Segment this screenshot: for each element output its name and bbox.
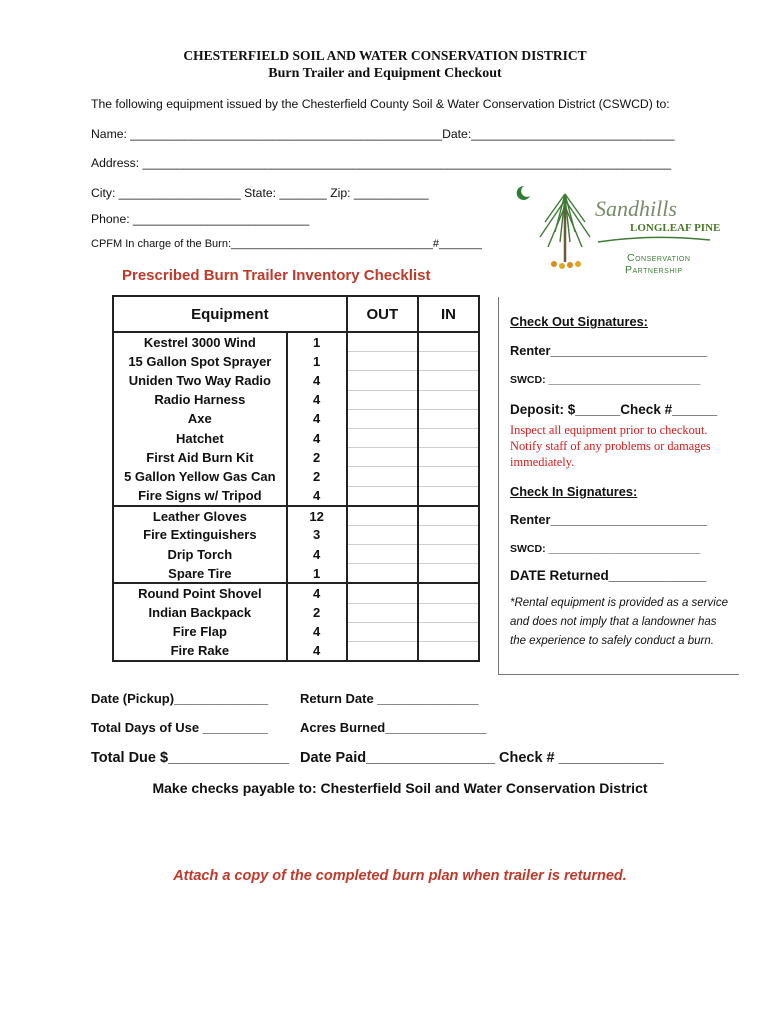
rental-disclaimer: *Rental equipment is provided as a service and does not imply that a landowner has the experience to safely conduct a burn. [510,597,728,647]
table-row [113,603,479,622]
item-qty: 4 [287,428,347,447]
checkin-signatures-title: Check In Signatures: [510,484,638,499]
logo-text-sandhills: Sandhills [595,196,677,221]
inspect-notice: Inspect all equipment prior to checkout. Notify staff of any problems or damages immediately. [510,423,711,469]
checkin-swcd-field[interactable]: SWCD: __________________________ [510,543,701,555]
item-name: Fire Flap [113,622,287,641]
in-checkbox-cell[interactable] [418,564,479,584]
item-qty: 12 [287,506,347,526]
in-checkbox-cell[interactable] [418,486,479,506]
item-qty: 4 [287,545,347,564]
item-name: Fire Rake [113,642,287,662]
item-name: Drip Torch [113,545,287,564]
table-row [113,467,479,486]
item-name: Spare Tire [113,564,287,584]
checklist-title: Prescribed Burn Trailer Inventory Checklist [122,267,431,284]
checkout-swcd-field[interactable]: SWCD: __________________________ [510,374,701,386]
table-row [113,564,479,584]
out-checkbox-cell[interactable] [347,428,418,447]
out-checkbox-cell[interactable] [347,486,418,506]
item-qty: 1 [287,332,347,352]
out-checkbox-cell[interactable] [347,603,418,622]
header-in: IN [418,296,479,332]
date-paid-field[interactable]: Date Paid________________ [300,750,496,766]
out-checkbox-cell[interactable] [347,409,418,428]
date-returned-field[interactable]: DATE Returned_____________ [510,568,707,583]
logo-text-partnership: Partnership [625,264,683,276]
item-name: Indian Backpack [113,603,287,622]
in-checkbox-cell[interactable] [418,428,479,447]
in-checkbox-cell[interactable] [418,525,479,544]
date-pickup-field[interactable]: Date (Pickup)_____________ [91,691,269,706]
in-checkbox-cell[interactable] [418,409,479,428]
item-qty: 4 [287,371,347,390]
out-checkbox-cell[interactable] [347,352,418,371]
table-row [113,371,479,390]
in-checkbox-cell[interactable] [418,467,479,486]
out-checkbox-cell[interactable] [347,448,418,467]
in-checkbox-cell[interactable] [418,603,479,622]
checkin-renter-field[interactable]: Renter______________________ [510,512,708,527]
item-name: Fire Extinguishers [113,525,287,544]
address-field[interactable]: Address: ______________________________________________________________________________ [91,156,672,170]
table-row [113,428,479,447]
out-checkbox-cell[interactable] [347,467,418,486]
phone-field[interactable]: Phone: __________________________ [91,212,310,226]
table-row [113,332,479,352]
item-qty: 4 [287,486,347,506]
table-row [113,583,479,603]
item-qty: 4 [287,622,347,641]
item-qty: 4 [287,390,347,409]
item-name: Leather Gloves [113,506,287,526]
in-checkbox-cell[interactable] [418,390,479,409]
item-qty: 1 [287,564,347,584]
table-row [113,525,479,544]
in-checkbox-cell[interactable] [418,332,479,352]
out-checkbox-cell[interactable] [347,506,418,526]
item-qty: 3 [287,525,347,544]
inventory-table [112,295,480,662]
table-row [113,506,479,526]
checkout-signatures-title: Check Out Signatures: [510,314,648,329]
in-checkbox-cell[interactable] [418,545,479,564]
form-title: Burn Trailer and Equipment Checkout [268,66,502,81]
in-checkbox-cell[interactable] [418,352,479,371]
deposit-check-field[interactable]: Deposit: $______Check #______ [510,402,718,417]
item-qty: 2 [287,603,347,622]
city-state-zip-field[interactable]: City: __________________ State: _______ Zip: ___________ [91,186,429,200]
table-row [113,409,479,428]
table-row [113,448,479,467]
item-name: Axe [113,409,287,428]
in-checkbox-cell[interactable] [418,371,479,390]
item-qty: 2 [287,467,347,486]
item-qty: 1 [287,352,347,371]
out-checkbox-cell[interactable] [347,525,418,544]
item-name: Hatchet [113,428,287,447]
header-out: OUT [347,296,418,332]
in-checkbox-cell[interactable] [418,622,479,641]
out-checkbox-cell[interactable] [347,642,418,662]
item-name: Kestrel 3000 Wind [113,332,287,352]
item-name: Radio Harness [113,390,287,409]
in-checkbox-cell[interactable] [418,448,479,467]
table-row [113,622,479,641]
table-row [113,545,479,564]
total-due-field[interactable]: Total Due $_______________ [91,750,290,766]
out-checkbox-cell[interactable] [347,583,418,603]
logo-text-longleaf: LONGLEAF PINE [630,222,721,234]
total-days-field[interactable]: Total Days of Use _________ [91,720,268,735]
out-checkbox-cell[interactable] [347,622,418,641]
table-row [113,642,479,662]
out-checkbox-cell[interactable] [347,390,418,409]
name-date-field[interactable]: Name: ______________________________________________Date:______________________________ [91,127,675,141]
item-qty: 4 [287,409,347,428]
out-checkbox-cell[interactable] [347,371,418,390]
out-checkbox-cell[interactable] [347,564,418,584]
attach-burn-plan-note: Attach a copy of the completed burn plan when trailer is returned. [173,868,627,884]
table-row [113,486,479,506]
header-equipment: Equipment [113,296,347,332]
item-name: 15 Gallon Spot Sprayer [113,352,287,371]
cpfm-field[interactable]: CPFM In charge of the Burn:_________________________________#_______ [91,238,482,250]
acres-burned-field[interactable]: Acres Burned______________ [300,720,487,735]
item-name: Uniden Two Way Radio [113,371,287,390]
logo-text-conservation: Conservation [627,252,691,264]
item-name: Round Point Shovel [113,583,287,603]
out-checkbox-cell[interactable] [347,545,418,564]
item-name: 5 Gallon Yellow Gas Can [113,467,287,486]
return-date-field[interactable]: Return Date ______________ [300,691,479,706]
item-name: First Aid Burn Kit [113,448,287,467]
intro-text: The following equipment issued by the Chesterfield County Soil & Water Conservation District (CSWCD) to: [91,97,670,111]
in-checkbox-cell[interactable] [418,642,479,662]
check-number-field[interactable]: Check # _____________ [499,750,664,766]
in-checkbox-cell[interactable] [418,583,479,603]
table-row [113,390,479,409]
table-row [113,352,479,371]
in-checkbox-cell[interactable] [418,506,479,526]
item-qty: 4 [287,642,347,662]
out-checkbox-cell[interactable] [347,332,418,352]
org-title: CHESTERFIELD SOIL AND WATER CONSERVATION DISTRICT [183,48,587,63]
item-name: Fire Signs w/ Tripod [113,486,287,506]
payable-note: Make checks payable to: Chesterfield Soil and Water Conservation District [152,780,648,796]
checkout-renter-field[interactable]: Renter______________________ [510,343,708,358]
item-qty: 4 [287,583,347,603]
item-qty: 2 [287,448,347,467]
